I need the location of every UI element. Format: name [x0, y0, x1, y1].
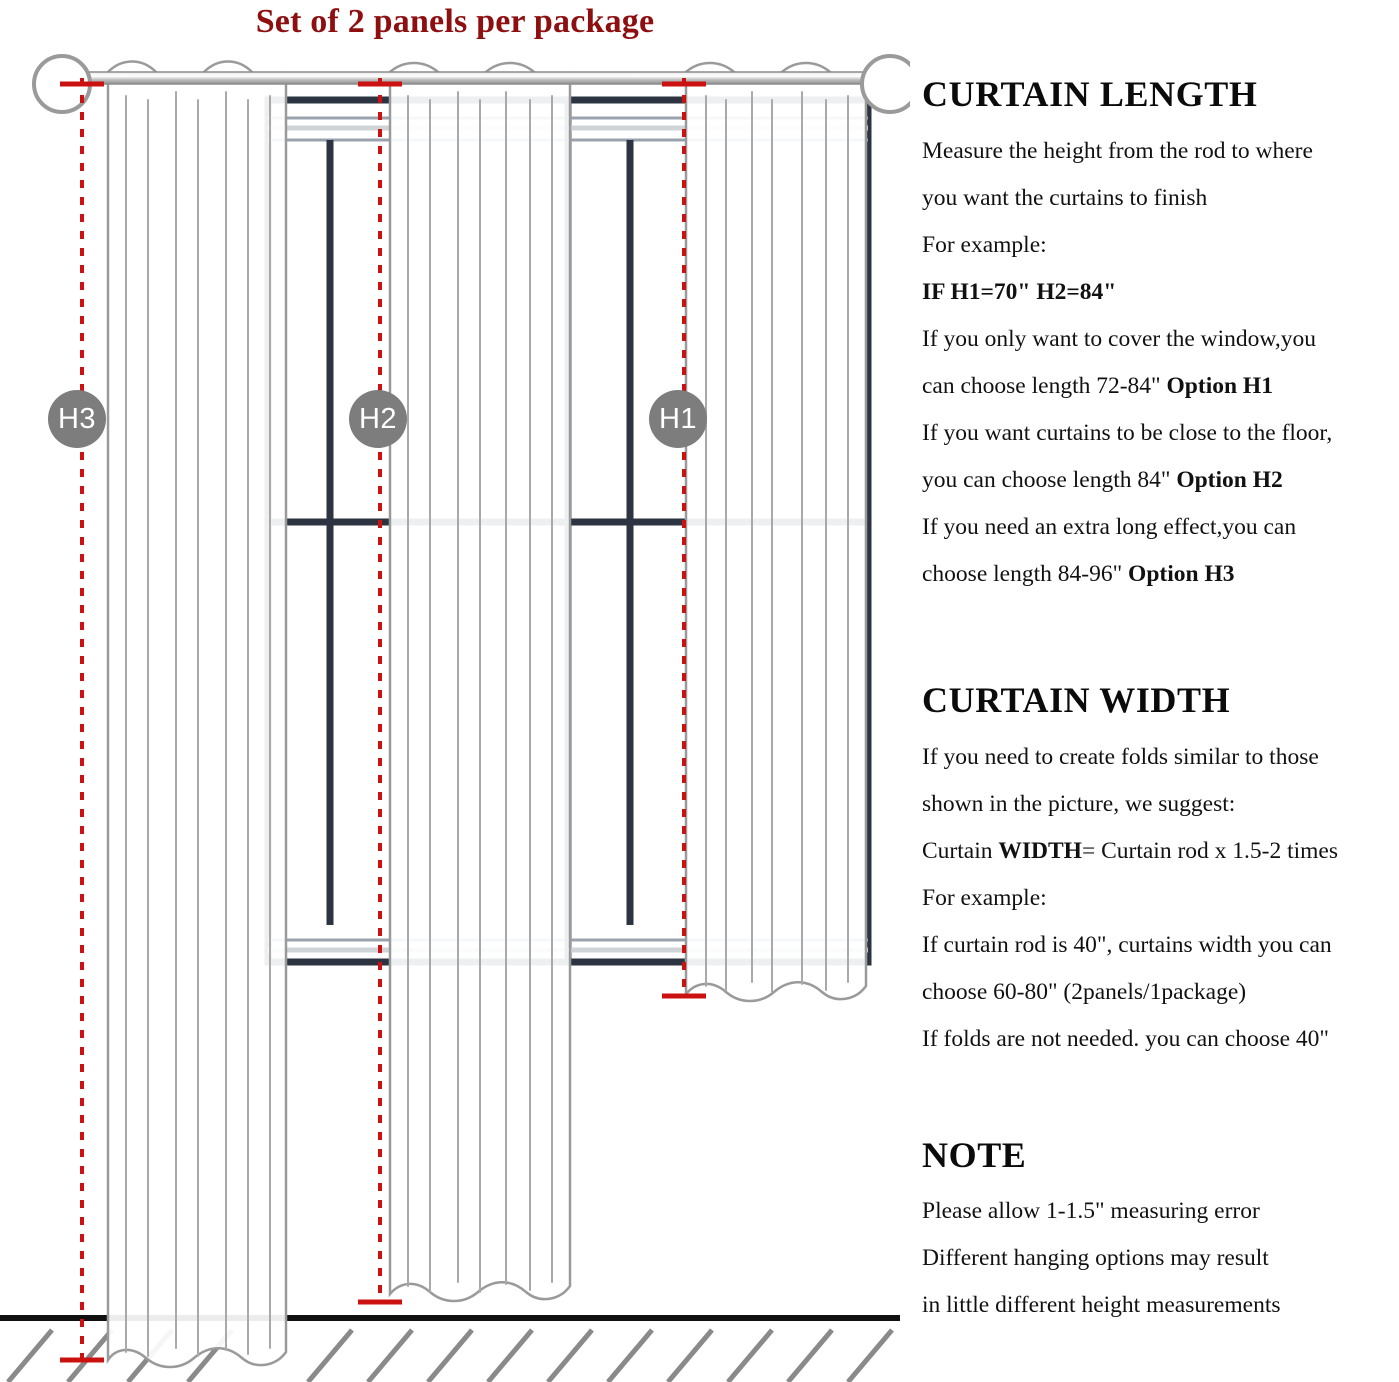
section-curtain-width	[922, 679, 1399, 1063]
badge-h1: H1	[649, 390, 707, 448]
length-line-7: If you want curtains to be close to the floor,	[922, 419, 1333, 446]
width-line-5: If curtain rod is 40", curtains width you can	[922, 931, 1332, 958]
length-line-8	[922, 457, 1399, 504]
width-line-4: For example:	[922, 884, 1047, 911]
length-line-2: you want the curtains to finish	[922, 184, 1208, 211]
heading-curtain-length: CURTAIN LENGTH	[922, 74, 1258, 114]
curtain-panel-h3	[108, 62, 286, 1368]
length-line-3: For example:	[922, 231, 1047, 258]
width-formula-suffix: = Curtain rod x 1.5-2 times	[1081, 837, 1339, 864]
width-line-6: choose 60-80" (2panels/1package)	[922, 978, 1247, 1005]
badge-h3: H3	[48, 390, 106, 448]
length-line-6	[922, 363, 1399, 410]
length-line-6-text: can choose length 72-84"	[922, 372, 1167, 399]
length-line-5: If you only want to cover the window,you	[922, 325, 1316, 352]
width-line-2: shown in the picture, we suggest:	[922, 790, 1236, 817]
length-example-bold: IF H1=70" H2=84"	[922, 278, 1117, 305]
option-h3-label: Option H3	[1128, 560, 1235, 587]
section-curtain-length	[922, 76, 1399, 598]
measure-line-h3	[60, 78, 104, 1360]
option-h1-label: Option H1	[1166, 372, 1273, 399]
length-line-8-text: you can choose length 84"	[922, 466, 1177, 493]
note-line-3: in little different height measurements	[922, 1292, 1281, 1319]
curtain-panel-h2	[390, 63, 570, 1301]
width-formula	[922, 828, 1399, 875]
length-line-9: If you need an extra long effect,you can	[922, 513, 1297, 540]
width-line-7: If folds are not needed. you can choose 40"	[922, 1025, 1329, 1052]
option-h2-label: Option H2	[1176, 466, 1283, 493]
note-line-1: Please allow 1-1.5" measuring error	[922, 1198, 1260, 1225]
length-line-10	[922, 551, 1399, 598]
instructions-column	[922, 0, 1399, 1382]
badge-h2: H2	[349, 390, 407, 448]
width-line-1: If you need to create folds similar to those	[922, 743, 1319, 770]
page-title: Set of 2 panels per package	[255, 3, 655, 40]
note-line-2: Different hanging options may result	[922, 1245, 1269, 1272]
width-formula-prefix: Curtain	[922, 837, 999, 864]
length-line-1: Measure the height from the rod to where	[922, 137, 1313, 164]
heading-note: NOTE	[922, 1134, 1027, 1175]
width-formula-bold: WIDTH	[998, 837, 1082, 864]
length-example-values	[922, 269, 1399, 316]
spacer-1	[922, 598, 1399, 682]
heading-curtain-width: CURTAIN WIDTH	[922, 679, 1231, 720]
curtain-panel-h1	[686, 63, 866, 1001]
section-note	[922, 1134, 1399, 1330]
spacer-2	[922, 1063, 1399, 1137]
length-line-10-text: choose length 84-96"	[922, 560, 1129, 587]
